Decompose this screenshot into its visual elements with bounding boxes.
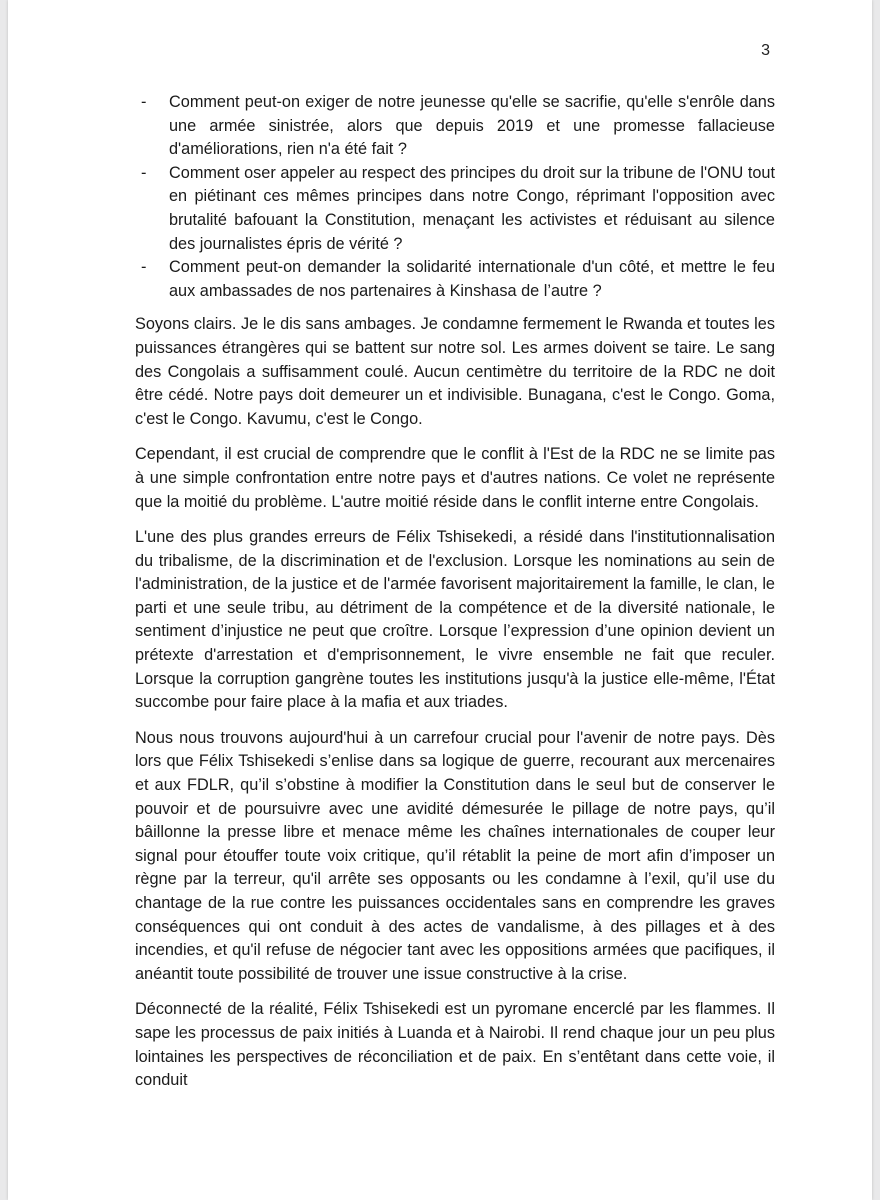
document-page xyxy=(8,0,872,1200)
bullet-text: Comment oser appeler au respect des principes du droit sur la tribune de l'ONU tout en piétinant ces mêmes principes dans notre Congo, réprimant l'opposition avec brutalité bafouant la Constitution, menaçant les activistes et réduisant au silence des journalistes épris de vérité ? xyxy=(169,163,775,253)
bullet-text: Comment peut-on exiger de notre jeunesse qu'elle se sacrifie, qu'elle s'enrôle dans une armée sinistrée, alors que depuis 2019 et une promesse fallacieuse d'améliorations, rien n'a été fait ? xyxy=(169,93,775,159)
bullet-item xyxy=(135,91,775,162)
paragraph-internal-conflict: Cependant, il est crucial de comprendre que le conflit à l'Est de la RDC ne se limite pas à une simple confrontation entre notre pays et d'autres nations. Ce volet ne représente que la moitié du problème. L'autre moitié réside dans le conflit interne entre Congolais. xyxy=(135,445,775,511)
page-number: 3 xyxy=(761,42,770,59)
paragraph-condemnation: Soyons clairs. Je le dis sans ambages. Je condamne fermement le Rwanda et toutes les puissances étrangères qui se battent sur notre sol. Les armes doivent se taire. Le sang des Congolais a suffisamment coulé. Aucun centimètre du territoire de la RDC ne doit être cédé. Notre pays doit demeurer un et indivisible. Bunagana, c'est le Congo. Goma, c'est le Congo. Kavumu, c'est le Congo. xyxy=(135,315,775,428)
bullet-text: Comment peut-on demander la solidarité internationale d'un côté, et mettre le feu aux ambassades de nos partenaires à Kinshasa de l’autre ? xyxy=(169,258,775,300)
bullet-dash: - xyxy=(141,163,147,182)
bullet-item xyxy=(135,256,775,303)
document-body xyxy=(135,91,775,1105)
paragraph-pyromaniac: Déconnecté de la réalité, Félix Tshisekedi est un pyromane encerclé par les flammes. Il sape les processus de paix initiés à Luanda et à Nairobi. Il rend chaque jour un peu plus lointaines les perspectives de réconciliation et de paix. En s’entêtant dans cette voie, il conduit xyxy=(135,1000,775,1090)
bullet-item xyxy=(135,162,775,256)
bullet-list xyxy=(135,91,775,303)
paragraph-crossroads: Nous nous trouvons aujourd'hui à un carrefour crucial pour l'avenir de notre pays. Dès lors que Félix Tshisekedi s’enlise dans sa logique de guerre, recourant aux mercenaires et aux FDLR, qu’il s’obstine à modifier la Constitution dans le seul but de conserver le pouvoir et de poursuivre avec une avidité démesurée le pillage de notre pays, qu’il bâillonne la presse libre et menace même les chaînes internationales de couper leur signal pour étouffer toute voix critique, qu’il rétablit la peine de mort afin d’imposer un règne par la terreur, qu'il arrête ses opposants ou les condamne à l’exil, qu’il use du chantage de la rue contre les puissances occidentales sans en comprendre les graves conséquences qui ont conduit à des actes de vandalisme, à des pillages et à des incendies, et qu'il refuse de négocier tant avec les oppositions armées que pacifiques, il anéantit toute possibilité de trouver une issue constructive à la crise. xyxy=(135,728,775,983)
bullet-dash: - xyxy=(141,93,147,111)
paragraph-tribalism: L'une des plus grandes erreurs de Félix Tshisekedi, a résidé dans l'institutionnalisation du tribalisme, de la discrimination et de l'exclusion. Lorsque les nominations au sein de l'administration, de la justice et de l'armée favorisent majoritairement la famille, le clan, le parti et une seule tribu, au détriment de la compétence et de la diversité nationale, le sentiment d’injustice ne peut que croître. Lorsque l’expression d’une opinion devient un prétexte d'arrestation et d'emprisonnement, le vivre ensemble ne fait que reculer. Lorsque la corruption gangrène toutes les institutions jusqu'à la justice elle-même, l'État succombe pour faire place à la mafia et aux triades. xyxy=(135,528,775,712)
bullet-dash: - xyxy=(141,258,147,277)
